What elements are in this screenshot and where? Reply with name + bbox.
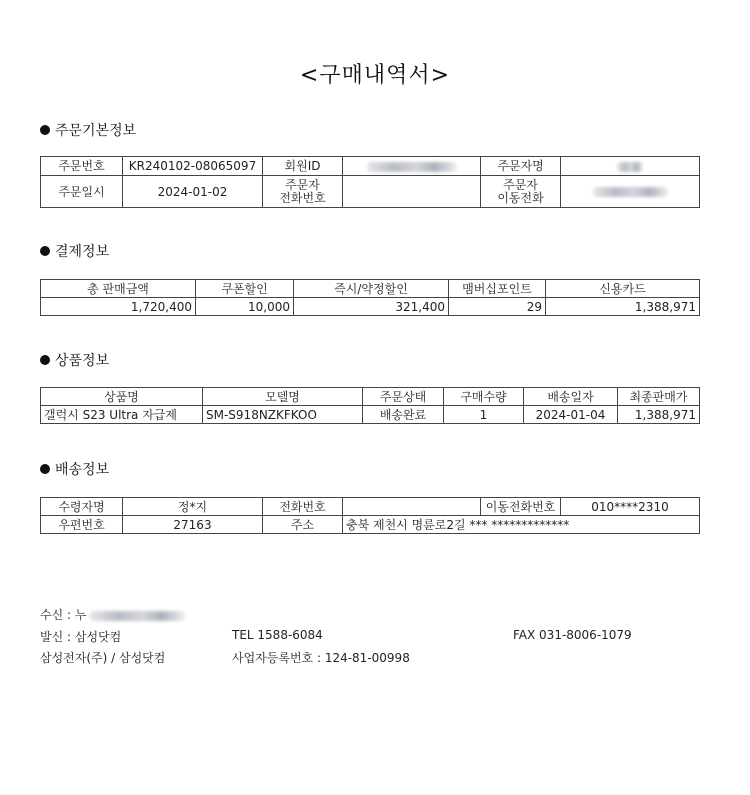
footer-tel: TEL 1588-6084 (232, 628, 323, 642)
redacted-orderer-name (617, 162, 643, 172)
order-info-table (40, 156, 700, 208)
product-name-value: 갤럭시 S23 Ultra 자급제 (41, 406, 203, 424)
zipcode-label: 우편번호 (41, 516, 123, 534)
delivery-date-value: 2024-01-04 (524, 406, 618, 424)
header-membership-points: 맴버십포인트 (449, 280, 546, 298)
redacted-recipient-name (90, 611, 185, 621)
order-date-label: 주문일시 (41, 176, 123, 208)
orderer-mobile-value (561, 176, 700, 208)
quantity-value: 1 (444, 406, 524, 424)
product-table (40, 387, 700, 424)
redacted-orderer-mobile (593, 187, 668, 197)
address-label: 주소 (263, 516, 343, 534)
member-id-value (343, 157, 481, 176)
section-heading-product (40, 350, 109, 370)
footer-fax: FAX 031-8006-1079 (513, 628, 632, 642)
header-order-status: 주문상태 (363, 388, 444, 406)
address-value: 충북 제천시 명륜로2길 *** ************* (343, 516, 700, 534)
footer-company: 삼성전자(주) / 삼성닷컴 (40, 651, 166, 665)
header-credit-card: 신용카드 (546, 280, 700, 298)
recipient-label: 수령자명 (41, 498, 123, 516)
section-title: 결제정보 (55, 244, 110, 260)
header-delivery-date: 배송일자 (524, 388, 618, 406)
header-model-name: 모델명 (203, 388, 363, 406)
phone-value (343, 498, 481, 516)
order-number-value: KR240102-08065097 (123, 157, 263, 176)
total-amount-value: 1,720,400 (41, 298, 196, 316)
delivery-table (40, 497, 700, 534)
order-number-label: 주문번호 (41, 157, 123, 176)
coupon-discount-value: 10,000 (196, 298, 294, 316)
model-name-value: SM-S918NZKFKOO (203, 406, 363, 424)
orderer-name-label: 주문자명 (481, 157, 561, 176)
mobile-label: 이동전화번호 (481, 498, 561, 516)
section-title: 상품정보 (55, 353, 110, 369)
header-coupon-discount: 쿠폰할인 (196, 280, 294, 298)
header-total-amount: 총 판매금액 (41, 280, 196, 298)
orderer-phone-label-line1: 주문자 (285, 177, 320, 192)
order-status-value: 배송완료 (363, 406, 444, 424)
phone-label: 전화번호 (263, 498, 343, 516)
zipcode-value: 27163 (123, 516, 263, 534)
bullet-icon (40, 464, 50, 474)
orderer-phone-label-line2: 전화번호 (279, 190, 326, 205)
redacted-member-id (367, 162, 457, 172)
member-id-label: 회원ID (263, 157, 343, 176)
section-heading-order-info (40, 120, 136, 140)
header-final-price: 최종판매가 (618, 388, 700, 406)
document-title: <구매내역서> (299, 63, 451, 88)
bullet-icon (40, 246, 50, 256)
orderer-mobile-label-line1: 주문자 (503, 177, 538, 192)
section-heading-payment (40, 241, 109, 261)
recipient-value: 정*지 (123, 498, 263, 516)
instant-discount-value: 321,400 (294, 298, 449, 316)
final-price-value: 1,388,971 (618, 406, 700, 424)
footer-business-number: 사업자등록번호 : 124-81-00998 (232, 651, 410, 665)
section-heading-delivery (40, 459, 109, 479)
mobile-value: 010****2310 (561, 498, 700, 516)
header-product-name: 상품명 (41, 388, 203, 406)
header-instant-discount: 즉시/약정할인 (294, 280, 449, 298)
orderer-phone-label (263, 176, 343, 208)
membership-points-value: 29 (449, 298, 546, 316)
footer-recipient (40, 606, 185, 623)
bullet-icon (40, 125, 50, 135)
footer-sender: 발신 : 삼성닷컴 (40, 630, 122, 644)
orderer-phone-value (343, 176, 481, 208)
order-date-value: 2024-01-02 (123, 176, 263, 208)
section-title: 배송정보 (55, 462, 110, 478)
footer-recipient-text: 수신 : 누 (40, 608, 87, 622)
credit-card-value: 1,388,971 (546, 298, 700, 316)
orderer-mobile-label (481, 176, 561, 208)
orderer-mobile-label-line2: 이동전화 (497, 190, 544, 205)
section-title: 주문기본정보 (55, 123, 137, 139)
orderer-name-value (561, 157, 700, 176)
bullet-icon (40, 355, 50, 365)
header-quantity: 구매수량 (444, 388, 524, 406)
payment-table (40, 279, 700, 316)
